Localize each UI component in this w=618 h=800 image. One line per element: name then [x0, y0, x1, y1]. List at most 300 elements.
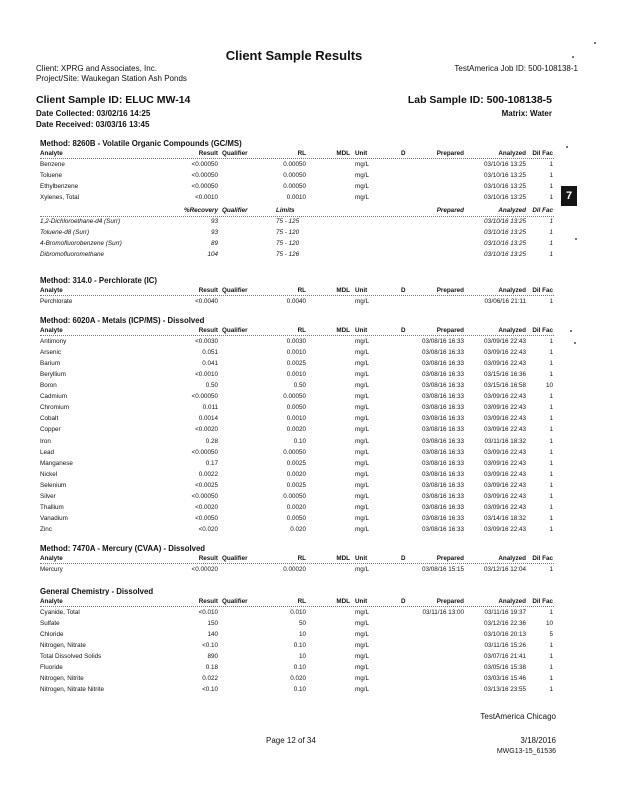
cell-analyzed: 03/09/16 22:43 [483, 404, 526, 412]
cell-analyzed: 03/15/16 16:36 [483, 370, 526, 378]
row-divider [40, 563, 554, 564]
cell-dilfac: 1 [549, 664, 553, 672]
cell-rl: 0.00050 [283, 182, 306, 190]
surrogate-header-recovery: %Recovery [184, 207, 218, 214]
cell-rl: 0.0010 [286, 415, 306, 423]
cell-prepared: 03/08/16 16:33 [421, 426, 464, 434]
column-header-mdl: MDL [336, 286, 350, 294]
cell-rl: 0.00050 [283, 493, 306, 500]
column-header-analyte: Analyte [40, 326, 63, 334]
cell-dilfac: 1 [549, 470, 553, 478]
cell-analyzed: 03/10/16 13:25 [483, 240, 526, 248]
cell-result: 0.022 [202, 675, 218, 683]
cell-result: 0.28 [205, 437, 218, 445]
cell-rl: 0.0020 [286, 470, 306, 478]
cell-dilfac: 1 [549, 565, 553, 573]
cell-result: <0.10 [202, 686, 218, 694]
cell-recovery: 93 [210, 229, 218, 237]
cell-rl: 0.0025 [286, 359, 306, 367]
column-header-qualifier: Qualifier [222, 326, 248, 334]
cell-analyzed: 03/10/16 20:13 [483, 630, 526, 638]
cell-prepared: 03/08/16 16:33 [421, 515, 464, 523]
column-header-qualifier: Qualifier [222, 554, 248, 562]
cell-dilfac: 1 [549, 251, 553, 259]
cell-analyte: Iron [40, 437, 51, 445]
cell-analyzed: 03/09/16 22:43 [483, 348, 526, 356]
cell-dilfac: 1 [549, 653, 553, 660]
column-header-result: Result [198, 597, 218, 605]
scan-speck [570, 330, 572, 332]
column-header-d: D [401, 597, 406, 605]
cell-unit: mg/L [355, 664, 369, 672]
cell-analyzed: 03/03/16 15:46 [483, 675, 526, 683]
cell-analyte: Sulfate [40, 619, 60, 627]
cell-dilfac: 1 [549, 182, 553, 190]
cell-name: Toluene-d8 (Surr) [40, 229, 90, 237]
column-header-d: D [401, 326, 406, 334]
cell-limits: 75 - 126 [276, 251, 300, 259]
cell-rl: 0.0010 [286, 193, 306, 201]
cell-prepared: 03/08/16 16:33 [421, 337, 464, 345]
cell-prepared: 03/08/16 16:33 [421, 470, 464, 478]
cell-dilfac: 1 [549, 404, 553, 412]
cell-analyzed: 03/11/16 15:26 [484, 641, 526, 649]
column-header-result: Result [198, 326, 218, 334]
cell-dilfac: 1 [549, 675, 553, 683]
column-header-prepared: Prepared [436, 597, 464, 605]
cell-unit: mg/L [355, 608, 369, 616]
cell-dilfac: 1 [549, 493, 553, 500]
cell-result: 0.17 [205, 459, 218, 467]
cell-recovery: 89 [210, 240, 218, 248]
cell-analyzed: 03/09/16 22:43 [483, 359, 526, 367]
cell-analyte: Manganese [40, 459, 73, 467]
cell-unit: mg/L [355, 193, 369, 201]
cell-dilfac: 1 [549, 218, 553, 226]
column-header-analyte: Analyte [40, 149, 63, 157]
cell-analyzed: 03/14/16 18:32 [483, 515, 526, 523]
section-tab-7: 7 [561, 186, 577, 206]
cell-unit: mg/L [355, 171, 369, 179]
cell-analyte: Toluene [40, 171, 63, 179]
footer-date: 3/18/2016 [520, 736, 556, 745]
cell-unit: mg/L [355, 641, 369, 649]
date-received: Date Received: 03/03/16 13:45 [36, 120, 150, 129]
cell-dilfac: 10 [545, 382, 553, 389]
cell-dilfac: 1 [549, 171, 553, 179]
client-sample-id: Client Sample ID: ELUC MW-14 [36, 94, 191, 106]
cell-recovery: 104 [207, 251, 218, 259]
cell-analyte: Barium [40, 359, 60, 367]
column-header-analyzed: Analyzed [498, 597, 526, 605]
cell-result: 0.0014 [198, 415, 218, 423]
cell-analyzed: 03/12/16 12:04 [483, 565, 526, 573]
cell-unit: mg/L [355, 619, 369, 627]
cell-unit: mg/L [355, 675, 369, 683]
cell-dilfac: 1 [549, 426, 553, 434]
cell-unit: mg/L [355, 337, 369, 345]
cell-dilfac: 1 [549, 359, 553, 367]
cell-rl: 0.00020 [283, 565, 306, 573]
cell-prepared: 03/11/16 13:00 [422, 608, 464, 616]
cell-analyzed: 03/09/16 22:43 [483, 481, 526, 489]
cell-unit: mg/L [355, 348, 369, 356]
column-header-analyzed: Analyzed [498, 149, 526, 157]
cell-analyte: Nitrogen, Nitrate [40, 641, 86, 649]
page-title: Client Sample Results [225, 48, 363, 63]
cell-unit: mg/L [355, 415, 369, 423]
cell-rl: 0.0050 [286, 404, 306, 412]
row-divider [40, 295, 554, 296]
cell-analyte: Nitrogen, Nitrate Nitrite [40, 686, 105, 694]
cell-rl: 0.10 [293, 686, 306, 694]
cell-rl: 0.020 [290, 526, 306, 534]
cell-dilfac: 1 [549, 297, 553, 305]
cell-analyzed: 03/10/16 13:25 [483, 229, 526, 237]
cell-prepared: 03/08/16 16:33 [421, 437, 464, 445]
job-id: TestAmerica Job ID: 500-108138-1 [454, 64, 578, 73]
cell-analyte: Cobalt [40, 415, 59, 423]
cell-result: <0.00020 [191, 565, 218, 573]
surrogate-header-qualifier: Qualifier [222, 207, 248, 214]
cell-rl: 0.0025 [286, 481, 306, 489]
column-header-prepared: Prepared [436, 286, 464, 294]
cell-dilfac: 10 [545, 619, 553, 627]
cell-result: 0.041 [202, 359, 218, 367]
column-header-analyte: Analyte [40, 286, 63, 294]
cell-result: <0.020 [198, 526, 218, 534]
method-title-mercury: Method: 7470A - Mercury (CVAA) - Dissolved [40, 544, 206, 553]
cell-unit: mg/L [355, 437, 369, 445]
cell-rl: 0.10 [293, 437, 306, 445]
column-header-rl: RL [297, 597, 306, 605]
cell-unit: mg/L [355, 459, 369, 467]
cell-rl: 0.00050 [283, 171, 306, 179]
column-header-qualifier: Qualifier [222, 149, 248, 157]
cell-unit: mg/L [355, 359, 369, 367]
cell-result: <0.0025 [195, 481, 218, 489]
cell-unit: mg/L [355, 370, 369, 378]
cell-result: <0.10 [202, 641, 218, 649]
cell-dilfac: 1 [549, 229, 553, 237]
cell-analyzed: 03/07/16 21:41 [483, 653, 526, 660]
cell-analyzed: 03/10/16 13:25 [483, 193, 526, 201]
cell-analyte: Nitrogen, Nitrite [40, 675, 84, 683]
cell-prepared: 03/08/16 15:15 [421, 565, 464, 573]
cell-result: <0.0020 [195, 426, 218, 434]
cell-rl: 0.0030 [286, 337, 306, 345]
cell-analyzed: 03/09/16 22:43 [483, 448, 526, 456]
cell-unit: mg/L [355, 182, 369, 190]
cell-unit: mg/L [355, 393, 369, 401]
column-header-dilfac: Dil Fac [532, 286, 553, 294]
cell-dilfac: 1 [549, 481, 553, 489]
column-header-qualifier: Qualifier [222, 597, 248, 605]
cell-unit: mg/L [355, 504, 369, 512]
cell-analyzed: 03/06/16 21:11 [484, 297, 526, 305]
column-header-result: Result [198, 286, 218, 294]
cell-limits: 75 - 125 [276, 218, 300, 226]
cell-result: <0.00050 [191, 171, 218, 179]
cell-rl: 0.0020 [286, 426, 306, 434]
cell-analyte: Vanadium [40, 515, 68, 523]
column-header-analyzed: Analyzed [498, 286, 526, 294]
method-title-metals: Method: 6020A - Metals (ICP/MS) - Dissolved [40, 316, 205, 325]
cell-analyzed: 03/10/16 13:25 [483, 160, 526, 168]
column-header-result: Result [198, 149, 218, 157]
cell-analyte: Cyanide, Total [40, 608, 80, 616]
cell-dilfac: 1 [549, 448, 553, 456]
cell-prepared: 03/08/16 16:33 [421, 459, 464, 467]
column-header-analyzed: Analyzed [498, 326, 526, 334]
cell-analyzed: 03/09/16 22:43 [483, 504, 526, 512]
cell-analyzed: 03/09/16 22:43 [483, 526, 526, 534]
cell-analyte: Silver [40, 493, 56, 500]
cell-rl: 0.0010 [286, 370, 306, 378]
cell-analyte: Antimony [40, 337, 67, 345]
column-header-mdl: MDL [336, 597, 350, 605]
cell-unit: mg/L [355, 630, 369, 638]
cell-analyzed: 03/12/16 22:36 [483, 619, 526, 627]
cell-unit: mg/L [355, 515, 369, 523]
cell-prepared: 03/08/16 16:33 [421, 504, 464, 512]
cell-result: <0.0020 [195, 504, 218, 512]
cell-analyzed: 03/09/16 22:43 [483, 470, 526, 478]
column-header-mdl: MDL [336, 149, 350, 157]
cell-prepared: 03/08/16 16:33 [421, 348, 464, 356]
surrogate-header-limits: Limits [276, 207, 295, 214]
cell-rl: 0.10 [293, 664, 306, 672]
cell-prepared: 03/08/16 16:33 [421, 493, 464, 500]
cell-analyte: Lead [40, 448, 55, 456]
cell-analyte: Chloride [40, 630, 64, 638]
cell-result: <0.00050 [191, 448, 218, 456]
project-site: Project/Site: Waukegan Station Ash Ponds [36, 74, 187, 83]
cell-result: <0.00050 [191, 160, 218, 168]
column-header-unit: Unit [355, 597, 368, 605]
column-header-mdl: MDL [336, 326, 350, 334]
column-header-dilfac: Dil Fac [532, 326, 553, 334]
cell-analyte: Beryllium [40, 370, 66, 378]
cell-analyzed: 03/10/16 13:25 [483, 251, 526, 259]
footer-doc-code: MWG13-15_61536 [496, 748, 556, 755]
column-header-unit: Unit [355, 149, 368, 157]
cell-dilfac: 1 [549, 193, 553, 201]
column-header-d: D [401, 286, 406, 294]
column-header-dilfac: Dil Fac [532, 554, 553, 562]
cell-unit: mg/L [355, 297, 369, 305]
cell-result: <0.010 [198, 608, 218, 616]
cell-analyzed: 03/11/16 18:32 [484, 437, 526, 445]
column-header-prepared: Prepared [436, 326, 464, 334]
column-header-prepared: Prepared [436, 149, 464, 157]
scan-speck [566, 146, 568, 148]
cell-analyte: Boron [40, 382, 57, 389]
cell-unit: mg/L [355, 426, 369, 434]
cell-unit: mg/L [355, 481, 369, 489]
cell-analyte: Thallium [40, 504, 64, 512]
cell-result: <0.0030 [195, 337, 218, 345]
cell-analyte: Copper [40, 426, 61, 434]
cell-prepared: 03/08/16 16:33 [421, 370, 464, 378]
cell-result: 890 [207, 653, 218, 660]
cell-rl: 0.010 [290, 608, 306, 616]
cell-rl: 50 [298, 619, 306, 627]
cell-rl: 0.00050 [283, 160, 306, 168]
cell-rl: 0.0020 [286, 504, 306, 512]
cell-rl: 0.10 [293, 641, 306, 649]
cell-result: <0.00050 [191, 393, 218, 401]
cell-rl: 0.0025 [286, 459, 306, 467]
cell-analyzed: 03/09/16 22:43 [483, 415, 526, 423]
method-title-perchlorate: Method: 314.0 - Perchlorate (IC) [40, 276, 157, 285]
cell-analyzed: 03/09/16 22:43 [483, 426, 526, 434]
cell-analyte: Selenium [40, 481, 67, 489]
cell-prepared: 03/08/16 16:33 [421, 415, 464, 423]
cell-analyte: Chromium [40, 404, 70, 412]
cell-analyzed: 03/11/16 19:37 [484, 608, 526, 616]
matrix: Matrix: Water [501, 109, 552, 118]
column-header-rl: RL [297, 149, 306, 157]
cell-result: 0.011 [202, 404, 218, 412]
cell-dilfac: 1 [549, 526, 553, 534]
cell-result: 150 [207, 619, 218, 627]
cell-rl: 0.00050 [283, 448, 306, 456]
cell-rl: 10 [298, 630, 306, 638]
cell-analyzed: 03/09/16 22:43 [483, 337, 526, 345]
cell-dilfac: 5 [549, 630, 553, 638]
cell-analyzed: 03/13/16 23:55 [483, 686, 526, 694]
cell-analyte: Fluoride [40, 664, 63, 672]
cell-dilfac: 1 [549, 337, 553, 345]
row-divider [40, 606, 554, 607]
column-header-prepared: Prepared [436, 554, 464, 562]
cell-dilfac: 1 [549, 504, 553, 512]
surrogate-header-dilfac: Dil Fac [532, 207, 553, 214]
cell-dilfac: 1 [549, 160, 553, 168]
cell-dilfac: 1 [549, 437, 553, 445]
cell-analyzed: 03/10/16 13:25 [483, 171, 526, 179]
scan-speck [572, 56, 574, 58]
cell-result: 0.50 [205, 382, 218, 389]
cell-result: <0.0040 [195, 297, 218, 305]
column-header-rl: RL [297, 554, 306, 562]
cell-dilfac: 1 [549, 686, 553, 694]
row-divider [40, 335, 554, 336]
cell-name: Dibromofluoromethane [40, 251, 105, 259]
cell-analyte: Xylenes, Total [40, 193, 80, 201]
cell-result: <0.0010 [195, 370, 218, 378]
cell-analyte: Ethylbenzene [40, 182, 79, 190]
cell-dilfac: 1 [549, 415, 553, 423]
cell-dilfac: 1 [549, 608, 553, 616]
cell-analyzed: 03/10/16 13:25 [483, 218, 526, 226]
cell-recovery: 93 [210, 218, 218, 226]
cell-unit: mg/L [355, 653, 369, 660]
cell-analyzed: 03/09/16 22:43 [483, 493, 526, 500]
cell-unit: mg/L [355, 470, 369, 478]
cell-rl: 0.0010 [286, 348, 306, 356]
column-header-unit: Unit [355, 286, 368, 294]
method-title-voc: Method: 8260B - Volatile Organic Compounds (GC/MS) [40, 139, 242, 148]
cell-name: 1,2-Dichloroethane-d4 (Surr) [40, 218, 121, 226]
cell-analyte: Zinc [40, 526, 52, 534]
column-header-d: D [401, 554, 406, 562]
column-header-result: Result [198, 554, 218, 562]
cell-prepared: 03/08/16 16:33 [421, 526, 464, 534]
method-title-general: General Chemistry - Dissolved [40, 587, 154, 596]
cell-unit: mg/L [355, 404, 369, 412]
cell-dilfac: 1 [549, 393, 553, 401]
scan-speck [574, 342, 576, 344]
scan-speck [575, 238, 577, 240]
column-header-rl: RL [297, 286, 306, 294]
cell-rl: 0.0040 [286, 297, 306, 305]
cell-unit: mg/L [355, 382, 369, 389]
cell-unit: mg/L [355, 448, 369, 456]
footer-company: TestAmerica Chicago [480, 712, 556, 721]
cell-dilfac: 1 [549, 370, 553, 378]
footer-page: Page 12 of 34 [266, 736, 316, 745]
column-header-analyte: Analyte [40, 597, 63, 605]
cell-unit: mg/L [355, 160, 369, 168]
surrogate-header-prepared: Prepared [436, 207, 464, 214]
cell-unit: mg/L [355, 493, 369, 500]
cell-prepared: 03/08/16 16:33 [421, 404, 464, 412]
cell-rl: 0.020 [290, 675, 306, 683]
surrogate-header-analyzed: Analyzed [498, 207, 526, 214]
scan-speck [594, 42, 596, 44]
column-header-analyte: Analyte [40, 554, 63, 562]
cell-prepared: 03/08/16 16:33 [421, 359, 464, 367]
cell-prepared: 03/08/16 16:33 [421, 382, 464, 389]
cell-unit: mg/L [355, 526, 369, 534]
cell-rl: 10 [298, 653, 306, 660]
cell-dilfac: 1 [549, 515, 553, 523]
column-header-dilfac: Dil Fac [532, 149, 553, 157]
cell-analyte: Perchlorate [40, 297, 73, 305]
client-name: Client: XPRG and Associates, Inc. [36, 64, 157, 73]
cell-rl: 0.50 [293, 382, 306, 389]
cell-limits: 75 - 120 [276, 240, 300, 248]
cell-prepared: 03/08/16 16:33 [421, 393, 464, 401]
cell-limits: 75 - 120 [276, 229, 300, 237]
cell-result: <0.00050 [191, 182, 218, 190]
cell-dilfac: 1 [549, 459, 553, 467]
cell-result: <0.00050 [191, 493, 218, 500]
column-header-d: D [401, 149, 406, 157]
cell-analyte: Mercury [40, 565, 63, 573]
cell-name: 4-Bromofluorobenzene (Surr) [40, 240, 122, 248]
column-header-mdl: MDL [336, 554, 350, 562]
cell-prepared: 03/08/16 16:33 [421, 448, 464, 456]
cell-analyzed: 03/09/16 22:43 [483, 393, 526, 401]
cell-analyzed: 03/09/16 22:43 [483, 459, 526, 467]
cell-analyte: Cadmium [40, 393, 67, 401]
cell-result: 0.051 [202, 348, 218, 356]
column-header-rl: RL [297, 326, 306, 334]
row-divider [40, 158, 554, 159]
column-header-dilfac: Dil Fac [532, 597, 553, 605]
cell-dilfac: 1 [549, 641, 553, 649]
column-header-unit: Unit [355, 554, 368, 562]
cell-analyzed: 03/10/16 13:25 [483, 182, 526, 190]
cell-result: <0.0010 [195, 193, 218, 201]
cell-unit: mg/L [355, 686, 369, 694]
cell-analyte: Benzene [40, 160, 65, 168]
cell-rl: 0.0050 [286, 515, 306, 523]
row-divider [40, 216, 554, 217]
